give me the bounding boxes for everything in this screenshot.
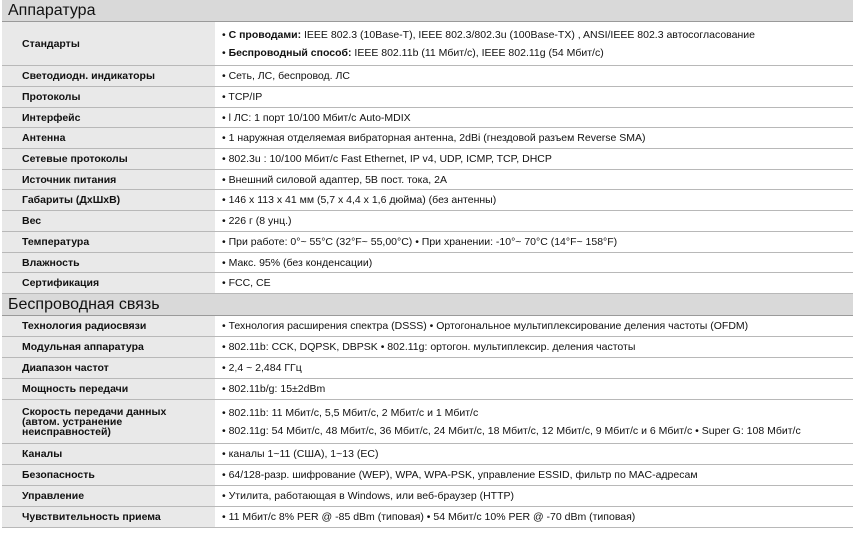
spec-value-line xyxy=(222,132,853,144)
spec-value-line xyxy=(222,407,853,419)
spec-value-text: • Сеть, ЛС, беспровод. ЛС xyxy=(222,70,350,82)
spec-value-line xyxy=(222,236,853,248)
spec-value-text: • При работе: 0°~ 55°C (32°F~ 55,00°C) • При хранении: -10°~ 70°C (14°F~ 158°F) xyxy=(222,236,618,248)
spec-value-line xyxy=(222,29,853,41)
spec-row xyxy=(2,22,853,66)
spec-row xyxy=(2,253,853,273)
spec-label: Протоколы xyxy=(2,87,216,107)
spec-value xyxy=(216,465,853,485)
spec-value xyxy=(216,486,853,506)
spec-value-line xyxy=(222,194,853,206)
spec-value-text: IEEE 802.3 (10Base-T), IEEE 802.3/802.3u (100Base-TX) , ANSI/IEEE 802.3 автосогласование xyxy=(301,28,755,41)
spec-value-text: • Технология расширения спектра (DSSS) • Ортогональное мультиплексирование деления частоты (OFDM) xyxy=(222,320,749,332)
spec-label: Технология радиосвязи xyxy=(2,316,216,336)
spec-value-line xyxy=(222,257,853,269)
spec-row xyxy=(2,507,853,528)
spec-value-text: • l ЛС: 1 порт 10/100 Мбит/с Auto-MDIX xyxy=(222,111,411,124)
spec-row xyxy=(2,400,853,444)
spec-value-text: • каналы 1~11 (США), 1~13 (ЕС) xyxy=(222,448,379,460)
spec-value xyxy=(216,400,853,443)
spec-value-text: • 64/128-разр. шифрование (WEP), WPA, WPA-PSK, управление ESSID, фильтр по MAC-адресам xyxy=(222,469,698,481)
spec-value-text: • 802.11b: 11 Мбит/с, 5,5 Мбит/с, 2 Мбит/с и 1 Мбит/с xyxy=(222,406,479,419)
spec-value-term: Беспроводный способ: xyxy=(228,46,352,59)
spec-label: Скорость передачи данных (автом. устранение неисправностей) xyxy=(2,400,216,443)
spec-value xyxy=(216,358,853,378)
spec-value xyxy=(216,273,853,293)
spec-label: Мощность передачи xyxy=(2,379,216,399)
spec-value-line xyxy=(222,448,853,460)
spec-value xyxy=(216,190,853,210)
spec-value-text: • Макс. 95% (без конденсации) xyxy=(222,256,373,269)
spec-row xyxy=(2,128,853,149)
spec-label: Габариты (ДхШхВ) xyxy=(2,190,216,210)
spec-value-line xyxy=(222,47,853,59)
spec-value-line xyxy=(222,277,853,289)
spec-value xyxy=(216,316,853,336)
spec-value xyxy=(216,149,853,169)
spec-value-text: • Внешний силовой адаптер, 5В пост. тока, 2А xyxy=(222,173,447,186)
spec-value-text: • 802.11g: 54 Мбит/с, 48 Мбит/с, 36 Мбит/с, 24 Мбит/с, 18 Мбит/с, 12 Мбит/с, 9 Мбит/с и 6 Мбит/с • Super G: 108 Мбит/с xyxy=(222,424,801,437)
spec-label: Светодиодн. индикаторы xyxy=(2,66,216,86)
spec-value-text: • xyxy=(222,28,229,41)
spec-row xyxy=(2,379,853,400)
spec-value-line xyxy=(222,469,853,481)
spec-value-line xyxy=(222,511,853,523)
spec-row xyxy=(2,211,853,232)
spec-row xyxy=(2,232,853,253)
spec-value-line xyxy=(222,153,853,165)
spec-label: Сетевые протоколы xyxy=(2,149,216,169)
spec-value-line xyxy=(222,320,853,332)
spec-row xyxy=(2,444,853,465)
spec-value xyxy=(216,379,853,399)
spec-label: Вес xyxy=(2,211,216,231)
spec-row xyxy=(2,337,853,358)
spec-value-line xyxy=(222,70,853,82)
spec-value-text: • FCC, CE xyxy=(222,277,271,289)
spec-label: Чувствительность приема xyxy=(2,507,216,527)
spec-label: Интерфейс xyxy=(2,108,216,127)
spec-value xyxy=(216,87,853,107)
spec-label: Стандарты xyxy=(2,22,216,65)
spec-label: Управление xyxy=(2,486,216,506)
spec-value-text: • 802.11b: CCK, DQPSK, DBPSK • 802.11g: ортогон. мультиплексир. деления частоты xyxy=(222,341,636,353)
spec-value xyxy=(216,22,853,65)
spec-row xyxy=(2,149,853,170)
spec-value-line xyxy=(222,425,853,437)
spec-row xyxy=(2,190,853,211)
spec-value xyxy=(216,232,853,252)
spec-value xyxy=(216,507,853,527)
spec-row xyxy=(2,87,853,108)
spec-value xyxy=(216,170,853,189)
spec-row xyxy=(2,108,853,128)
spec-label: Диапазон частот xyxy=(2,358,216,378)
spec-value-term: С проводами: xyxy=(228,28,302,41)
spec-label: Каналы xyxy=(2,444,216,464)
spec-value-text: IEEE 802.11b (11 Мбит/с), IEEE 802.11g (54 Мбит/с) xyxy=(351,46,604,59)
spec-row xyxy=(2,358,853,379)
spec-row xyxy=(2,486,853,507)
spec-value-line xyxy=(222,174,853,186)
spec-row xyxy=(2,66,853,87)
spec-value-text: • 2,4 ~ 2,484 ГГц xyxy=(222,362,302,374)
spec-label: Влажность xyxy=(2,253,216,272)
spec-value-line xyxy=(222,383,853,395)
spec-value-line xyxy=(222,490,853,502)
spec-value-text: • 11 Мбит/с 8% PER @ -85 dBm (типовая) • 54 Мбит/с 10% PER @ -70 dBm (типовая) xyxy=(222,511,636,523)
spec-row xyxy=(2,316,853,337)
spec-label: Температура xyxy=(2,232,216,252)
spec-value-text: • 226 г (8 унц.) xyxy=(222,215,292,227)
spec-value-text: • 802.11b/g: 15±2dBm xyxy=(222,383,326,395)
spec-label: Антенна xyxy=(2,128,216,148)
spec-row xyxy=(2,273,853,294)
spec-row xyxy=(2,170,853,190)
spec-value xyxy=(216,444,853,464)
spec-value xyxy=(216,108,853,127)
spec-value-text: • 146 x 113 x 41 мм (5,7 x 4,4 x 1,6 дюйма) (без антенны) xyxy=(222,194,497,206)
spec-value-line xyxy=(222,215,853,227)
spec-value-text: • 802.3u : 10/100 Мбит/с Fast Ethernet, IP v4, UDP, ICMP, TCP, DHCP xyxy=(222,153,552,165)
spec-value-line xyxy=(222,362,853,374)
spec-value-text: • Утилита, работающая в Windows, или веб-браузер (HTTP) xyxy=(222,490,515,502)
spec-value-line xyxy=(222,91,853,103)
spec-value-line xyxy=(222,341,853,353)
section-header: Беспроводная связь xyxy=(2,294,853,316)
spec-value xyxy=(216,253,853,272)
spec-value-text: • 1 наружная отделяемая вибраторная антенна, 2dBi (гнездовой разъем Reverse SMA) xyxy=(222,132,646,144)
spec-row xyxy=(2,465,853,486)
spec-label: Безопасность xyxy=(2,465,216,485)
spec-value xyxy=(216,66,853,86)
spec-value-text: • xyxy=(222,46,229,59)
spec-value xyxy=(216,128,853,148)
spec-value xyxy=(216,211,853,231)
spec-value-text: • TCP/IP xyxy=(222,91,263,103)
spec-label: Модульная аппаратура xyxy=(2,337,216,357)
spec-label: Сертификация xyxy=(2,273,216,293)
spec-value-line xyxy=(222,112,853,124)
spec-label: Источник питания xyxy=(2,170,216,189)
section-header: Аппаратура xyxy=(2,0,853,22)
spec-value xyxy=(216,337,853,357)
